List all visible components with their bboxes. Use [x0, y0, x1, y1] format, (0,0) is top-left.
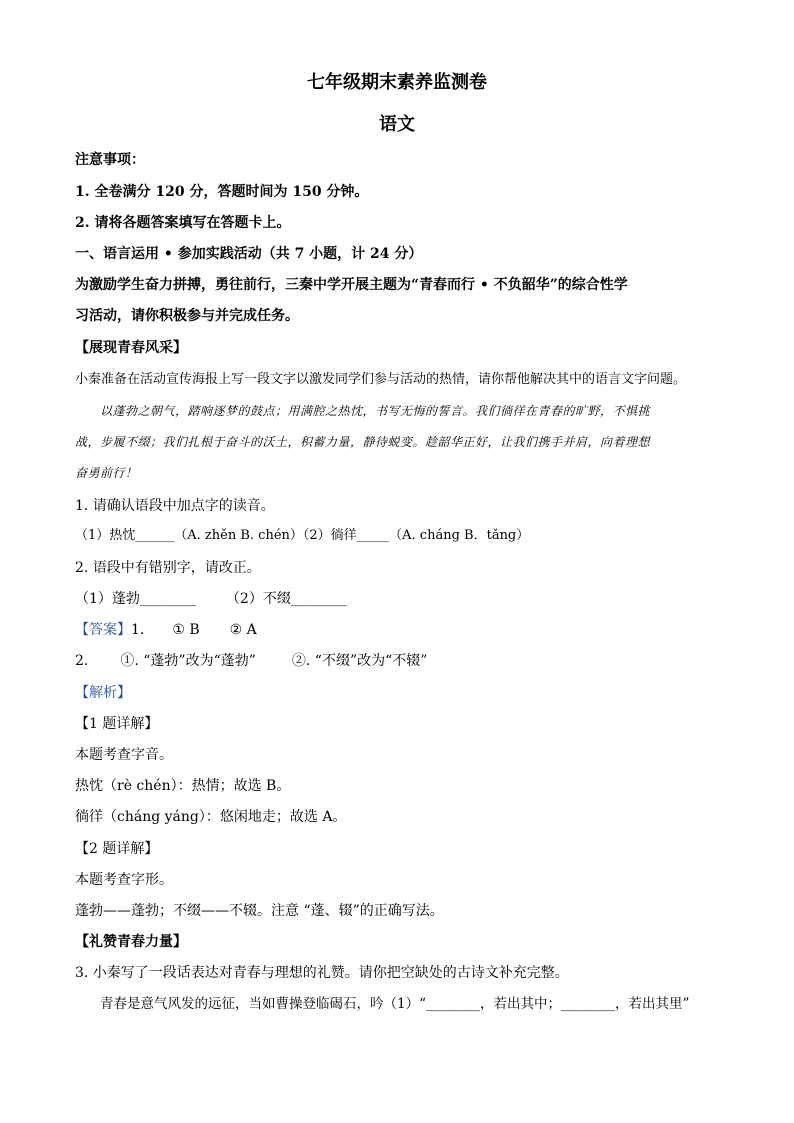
passage-line-3: 奋勇前行！: [75, 466, 138, 480]
answer-label: 【答案】: [75, 622, 131, 638]
detail-2-line-2: 蓬勃——蓬勃；不缀——不辍。注意 “蓬、辍”的正确写法。: [75, 903, 444, 919]
page-title: 七年级期末素养监测卷: [307, 72, 487, 93]
passage-line-2: 战，步履不缀；我们扎根于奋斗的沃土，积蓄力量，静待蜕变。趁韶华正好，让我们携手并肩，向着理想: [75, 435, 651, 449]
note-2: 2. 请将各题答案填写在答题卡上。: [75, 215, 291, 231]
detail-2-heading: 【2 题详解】: [75, 841, 159, 857]
detail-1-line-1: 本题考查字音。: [75, 747, 173, 763]
intro-line-1: 为激励学生奋力拼搏，勇往前行，三秦中学开展主题为“青春而行 • 不负韶华”的综合性学: [75, 277, 628, 293]
question-2-part-1: （1）蓬勃________: [75, 591, 196, 607]
answer-1-b: ② A: [229, 622, 257, 638]
question-3-passage: 青春是意气风发的远征，当如曹操登临碣石，吟（1）“________，若出其中；________，若出其里”: [100, 996, 690, 1012]
question-3: 3. 小秦写了一段话表达对青春与理想的礼赞。请你把空缺处的古诗文补充完整。: [75, 965, 569, 981]
question-1: 1. 请确认语段中加点字的读音。: [75, 498, 275, 514]
answer-2-b: ②. “不缀”改为“不辍”: [291, 653, 428, 669]
notes-heading: 注意事项：: [75, 152, 145, 168]
detail-1-line-3: 徜徉（cháng yáng）：悠闲地走；故选 A。: [75, 809, 347, 825]
note-1: 1. 全卷满分 120 分，答题时间为 150 分钟。: [75, 184, 369, 200]
answer-2-number: 2.: [75, 653, 89, 669]
detail-1-line-2: 热忱（rè chén）：热情；故选 B。: [75, 778, 291, 794]
intro-line-2: 习活动，请你积极参与并完成任务。: [75, 308, 299, 324]
section-heading: 一、语言运用 • 参加实践活动（共 7 小题，计 24 分）: [75, 246, 423, 262]
task-heading-2: 【礼赞青春力量】: [75, 934, 187, 950]
subject-title: 语文: [379, 114, 415, 135]
detail-1-heading: 【1 题详解】: [75, 716, 159, 732]
detail-2-line-1: 本题考查字形。: [75, 872, 173, 888]
answer-row-1: [75, 621, 257, 639]
task-heading-1: 【展现青春风采】: [75, 340, 187, 356]
question-2: 2. 语段中有错别字，请改正。: [75, 560, 261, 576]
analysis-label: 【解析】: [75, 685, 131, 701]
task-desc: 小秦准备在活动宣传海报上写一段文字以激发同学们参与活动的热情，请你帮他解决其中的语言文字问题。: [75, 372, 687, 387]
passage-line-1: 以蓬勃之朝气，踏响逐梦的鼓点；用满腔之热忱，书写无悔的誓言。我们徜徉在青春的旷野，不惧挑: [100, 404, 651, 418]
question-2-part-2: （2）不缀________: [225, 591, 347, 607]
answer-row-2: [75, 652, 427, 670]
question-1-options: （1）热忱______（A. zhěn B. chén）（2）徜徉_____（A. cháng B．tǎng）: [75, 528, 530, 543]
answer-2-a: ①. “蓬勃”改为“蓬勃”: [120, 653, 256, 669]
answer-1-a: ① B: [172, 622, 200, 638]
answer-1-number: 1.: [131, 622, 145, 638]
question-2-parts: [75, 590, 347, 608]
